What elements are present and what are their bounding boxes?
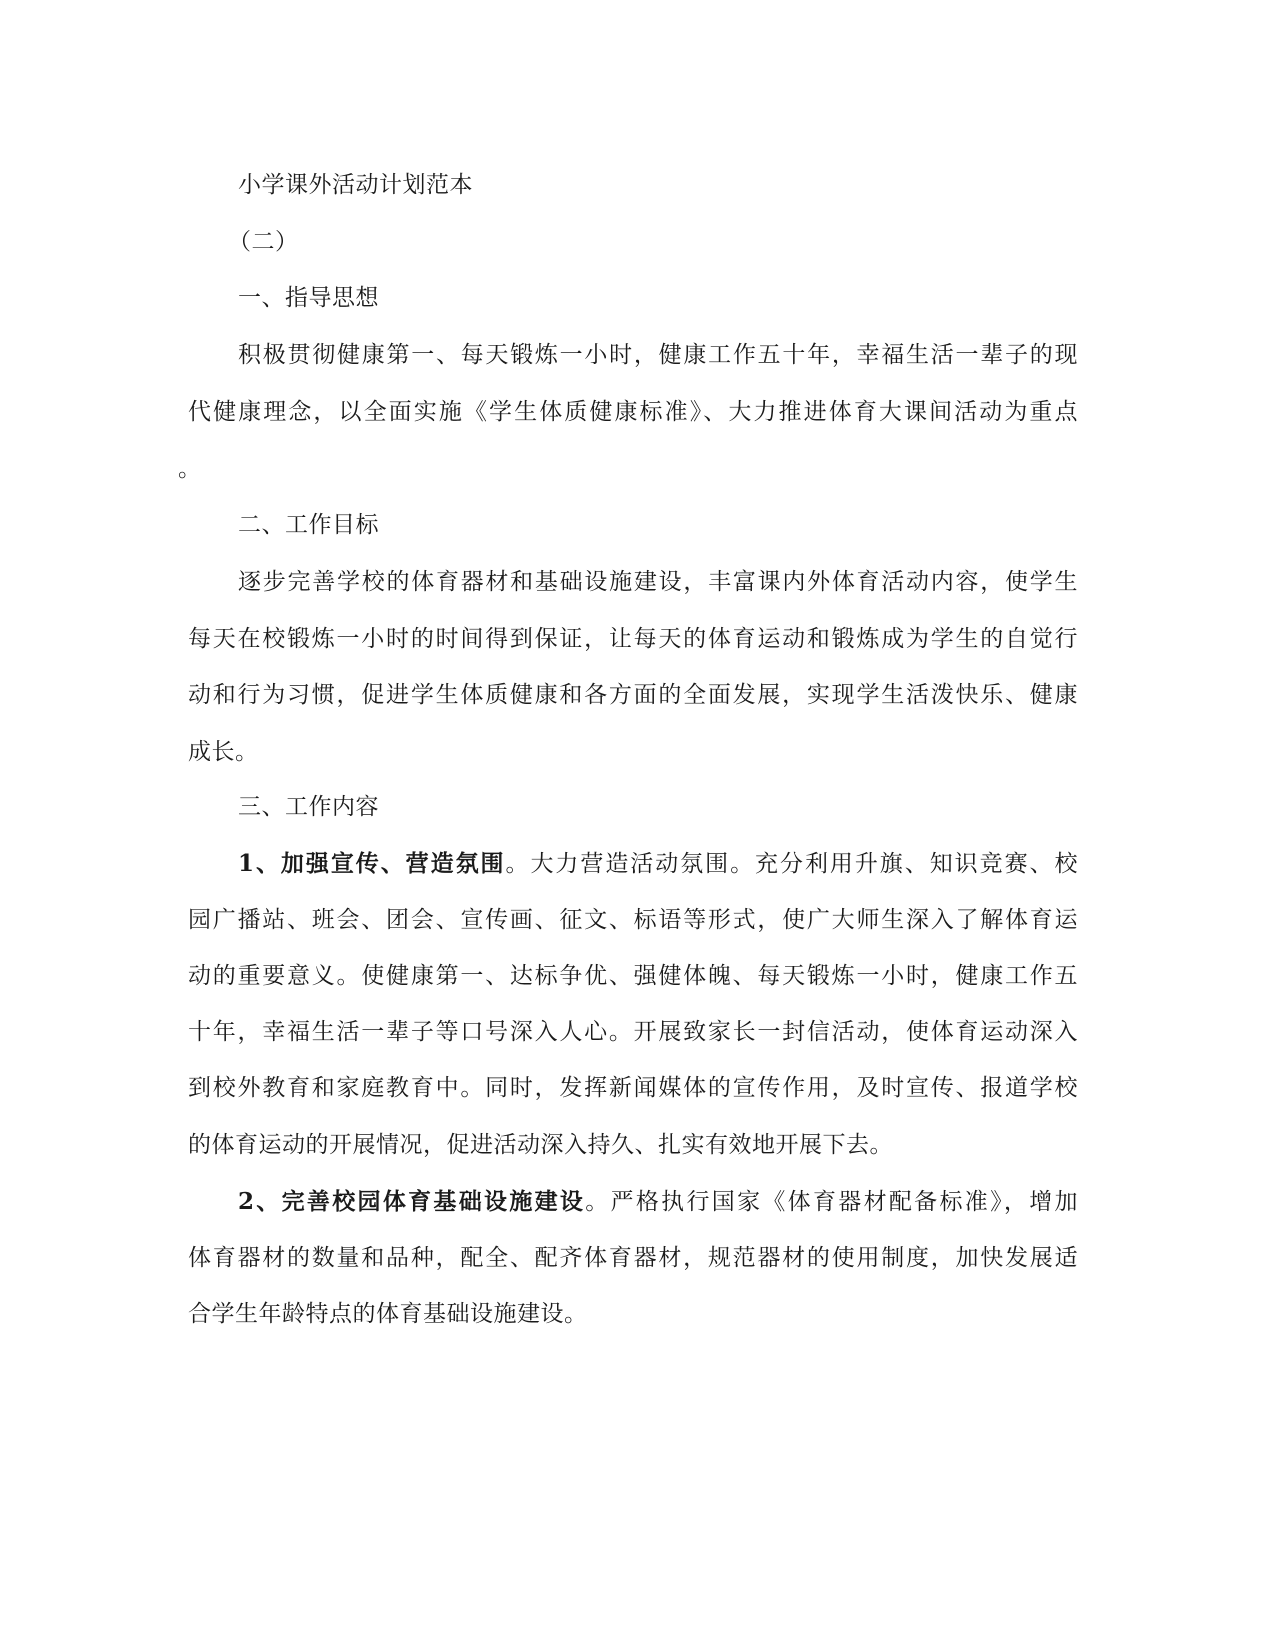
paragraph-line: 合学生年龄特点的体育基础设施建设。 — [188, 1301, 588, 1327]
section-2-heading: 二、工作目标 — [238, 512, 379, 538]
paragraph-line: 代健康理念，以全面实施《学生体质健康标准》、大力推进体育大课间活动为重点 — [188, 399, 1078, 425]
paragraph-line: 动的重要意义。使健康第一、达标争优、强健体魄、每天锻炼一小时，健康工作五 — [188, 963, 1078, 989]
paragraph-line: 的体育运动的开展情况，促进活动深入持久、扎实有效地开展下去。 — [188, 1132, 893, 1158]
paragraph-line: 积极贯彻健康第一、每天锻炼一小时，健康工作五十年，幸福生活一辈子的现 — [238, 342, 1078, 368]
paragraph-line: 。 — [178, 456, 202, 482]
item-1-first-line-text: 。大力营造活动氛围。充分利用升旗、知识竞赛、校 — [505, 851, 1078, 877]
paragraph-line: 园广播站、班会、团会、宣传画、征文、标语等形式，使广大师生深入了解体育运 — [188, 907, 1078, 933]
paragraph-line: 动和行为习惯，促进学生体质健康和各方面的全面发展，实现学生活泼快乐、健康 — [188, 682, 1078, 708]
item-2-first-line-text: 。严格执行国家《体育器材配备标准》，增加 — [585, 1189, 1078, 1215]
paragraph-line: 逐步完善学校的体育器材和基础设施建设，丰富课内外体育活动内容，使学生 — [238, 569, 1078, 595]
paragraph-line: 到校外教育和家庭教育中。同时，发挥新闻媒体的宣传作用，及时宣传、报道学校 — [188, 1075, 1078, 1101]
document-title: 小学课外活动计划范本 — [238, 172, 473, 198]
paragraph-line: 成长。 — [188, 739, 259, 765]
paragraph-line: 体育器材的数量和品种，配全、配齐体育器材，规范器材的使用制度，加快发展适 — [188, 1245, 1078, 1271]
paragraph-line: 十年，幸福生活一辈子等口号深入人心。开展致家长一封信活动，使体育运动深入 — [188, 1019, 1078, 1045]
item-2-bold-title: 2、完善校园体育基础设施建设 — [238, 1188, 586, 1215]
item-1-bold-title: 1、加强宣传、营造氛围 — [238, 850, 506, 877]
item-2-first-line — [238, 1187, 1078, 1217]
paragraph-line: 每天在校锻炼一小时的时间得到保证，让每天的体育运动和锻炼成为学生的自觉行 — [188, 626, 1078, 652]
item-1-first-line — [238, 849, 1078, 879]
section-1-heading: 一、指导思想 — [238, 285, 379, 311]
document-subtitle: （二） — [228, 229, 299, 255]
section-3-heading: 三、工作内容 — [238, 794, 379, 820]
